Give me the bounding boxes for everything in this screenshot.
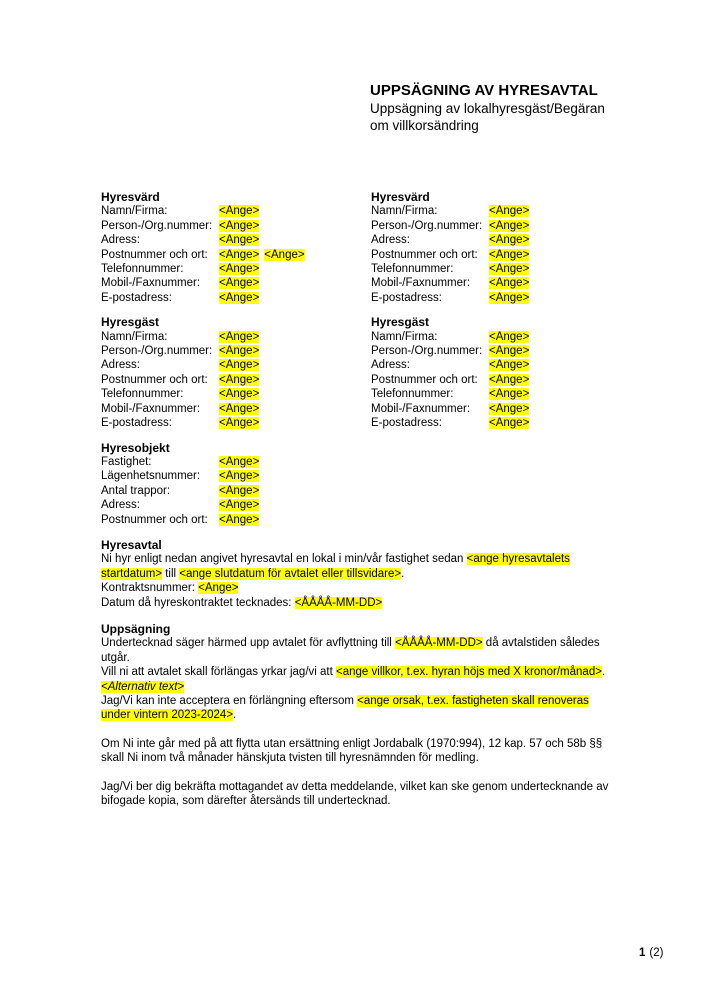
contact-section-title: Hyresobjekt: [101, 440, 170, 455]
text-run: Jag/Vi ber dig bekräfta mottagandet av detta meddelande, vilket kan ske genom undertecknande av bifogade kopia, som därefter återsänds till undertecknad.: [101, 780, 609, 808]
field-label: Namn/Firma:: [371, 205, 438, 218]
placeholder-value[interactable]: <Ange>: [489, 263, 530, 276]
field-values: [489, 277, 529, 289]
field-label: Adress:: [371, 359, 410, 372]
field-row: [101, 455, 363, 469]
field-label: Mobil-/Faxnummer:: [101, 402, 201, 415]
field-label: Adress:: [101, 359, 140, 372]
text-run: Datum då hyreskontraktet tecknades:: [101, 596, 295, 609]
field-label: E-postadress:: [371, 417, 442, 430]
text-run: .: [601, 666, 606, 679]
placeholder-value[interactable]: <Ange>: [219, 470, 260, 483]
field-row: [371, 248, 633, 262]
field-values: [219, 249, 305, 261]
field-row: [371, 330, 633, 344]
text-run: Jag/Vi kan inte acceptera en förlängning eftersom: [101, 695, 358, 708]
text-run[interactable]: <ange hyresavtalets startdatum>: [101, 553, 570, 580]
section-uppsagning: [101, 622, 619, 723]
field-values: [489, 374, 529, 386]
field-row: [371, 233, 633, 247]
text-run[interactable]: <ange orsak, t.ex. fastigheten skall renoveras under vintern 2023-2024>: [101, 695, 589, 722]
field-values: [489, 249, 529, 261]
field-values: [219, 331, 259, 343]
placeholder-value[interactable]: <Ange>: [219, 219, 260, 232]
field-row: [371, 387, 633, 401]
field-row: [371, 344, 633, 358]
field-label: Antal trappor:: [101, 484, 171, 497]
field-row: [101, 219, 363, 233]
paragraph: [101, 581, 619, 595]
field-values: [219, 403, 259, 415]
placeholder-value[interactable]: <Ange>: [219, 455, 260, 468]
field-rows: [101, 330, 363, 431]
field-values: [219, 359, 259, 371]
field-label: Person-/Org.nummer:: [371, 219, 483, 232]
field-values: [489, 345, 529, 357]
field-values: [219, 220, 259, 232]
field-row: [101, 498, 363, 512]
placeholder-value[interactable]: <Ange>: [489, 345, 530, 358]
field-label: Postnummer och ort:: [101, 248, 208, 261]
placeholder-value[interactable]: <Ange>: [219, 484, 260, 497]
field-label: E-postadress:: [371, 291, 442, 304]
contact-section: [101, 315, 363, 430]
field-rows: [371, 330, 633, 431]
field-label: Telefonnummer:: [101, 263, 184, 276]
placeholder-value[interactable]: <Ange>: [219, 277, 260, 290]
field-row: [371, 276, 633, 290]
field-label: Namn/Firma:: [101, 205, 168, 218]
field-values: [489, 234, 529, 246]
field-row: [101, 344, 363, 358]
section-hyresavtal: [101, 538, 619, 610]
field-row: [101, 233, 363, 247]
field-label: Adress:: [101, 499, 140, 512]
field-values: [219, 485, 259, 497]
section-title: Hyresavtal: [101, 538, 162, 552]
placeholder-value[interactable]: <Ange>: [219, 263, 260, 276]
document-header: [370, 82, 620, 134]
field-values: [219, 234, 259, 246]
field-row: [371, 416, 633, 430]
field-row: [101, 513, 363, 527]
field-values: [219, 417, 259, 429]
field-values: [489, 331, 529, 343]
paragraph: [101, 680, 619, 694]
text-run: Vill ni att avtalet skall förlängas yrkar jag/vi att: [101, 666, 337, 679]
closing-paragraphs: [101, 737, 619, 809]
contact-column-right: [371, 190, 633, 441]
field-row: [371, 373, 633, 387]
text-run: Ni hyr enligt nedan angivet hyresavtal en lokal i min/vår fastighet sedan: [101, 553, 467, 566]
placeholder-value[interactable]: <Ange>: [489, 417, 530, 430]
placeholder-value[interactable]: <Ange>: [219, 513, 260, 526]
text-run: till: [162, 567, 180, 580]
page-number-total: (2): [649, 947, 664, 959]
text-run: Kontraktsnummer:: [101, 582, 199, 595]
field-values: [219, 345, 259, 357]
page-number: [639, 946, 663, 960]
field-values: [489, 220, 529, 232]
field-values: [219, 205, 259, 217]
field-values: [489, 292, 529, 304]
field-label: Fastighet:: [101, 455, 152, 468]
field-label: Mobil-/Faxnummer:: [371, 277, 471, 290]
placeholder-value[interactable]: <Ange>: [264, 248, 305, 261]
document-subtitle: Uppsägning av lokalhyresgäst/Begäran om villkorsändring: [370, 101, 605, 133]
field-row: [371, 358, 633, 372]
paragraph: [101, 552, 619, 581]
placeholder-value[interactable]: <Ange>: [489, 402, 530, 415]
field-label: Postnummer och ort:: [371, 373, 478, 386]
text-run: då avtalstiden således utgår.: [101, 637, 600, 664]
paragraph: [101, 780, 619, 809]
field-values: [489, 205, 529, 217]
placeholder-value[interactable]: <Ange>: [489, 219, 530, 232]
placeholder-value[interactable]: <Ange>: [489, 373, 530, 386]
text-run: .: [233, 709, 237, 722]
field-row: [101, 204, 363, 218]
field-label: Mobil-/Faxnummer:: [371, 402, 471, 415]
field-row: [371, 262, 633, 276]
paragraph: [101, 665, 619, 679]
field-label: Postnummer och ort:: [101, 373, 208, 386]
text-run: Undertecknad säger härmed upp avtalet för avflyttning till: [101, 637, 396, 650]
field-row: [101, 373, 363, 387]
placeholder-value[interactable]: <Ange>: [489, 277, 530, 290]
placeholder-value[interactable]: <Ange>: [219, 330, 260, 343]
field-values: [219, 263, 259, 275]
field-values: [219, 374, 259, 386]
field-label: Postnummer och ort:: [371, 248, 478, 261]
field-values: [219, 456, 259, 468]
field-row: [371, 204, 633, 218]
field-values: [489, 388, 529, 400]
text-run[interactable]: <ange slutdatum för avtalet eller tillsvidare>: [179, 567, 402, 580]
text-run: Om Ni inte går med på att flytta utan ersättning enligt Jordabalk (1970:994), 12 kap. 57 och 58b §§ skall Ni inom två månader hänskjuta tvisten till hyresnämnden för medling.: [101, 737, 603, 765]
field-label: Person-/Org.nummer:: [371, 345, 483, 358]
placeholder-value[interactable]: <Ange>: [489, 248, 530, 261]
placeholder-value[interactable]: <Ange>: [219, 345, 260, 358]
placeholder-value[interactable]: <Ange>: [219, 234, 260, 247]
placeholder-value[interactable]: <Ange>: [489, 234, 530, 247]
field-rows: [101, 455, 363, 527]
field-rows: [101, 204, 363, 305]
placeholder-value[interactable]: <Ange>: [219, 205, 260, 218]
field-label: E-postadress:: [101, 291, 172, 304]
field-row: [101, 416, 363, 430]
placeholder-value[interactable]: <Ange>: [489, 388, 530, 401]
field-values: [219, 388, 259, 400]
placeholder-value[interactable]: <Ange>: [489, 291, 530, 304]
field-label: Namn/Firma:: [101, 330, 168, 343]
contact-section: [371, 190, 633, 305]
field-label: Person-/Org.nummer:: [101, 219, 213, 232]
field-label: Mobil-/Faxnummer:: [101, 277, 201, 290]
field-values: [219, 470, 259, 482]
placeholder-value[interactable]: <Ange>: [219, 373, 260, 386]
field-row: [101, 262, 363, 276]
placeholder-value[interactable]: <Ange>: [489, 330, 530, 343]
field-values: [219, 514, 259, 526]
text-run[interactable]: <ange villkor, t.ex. hyran höjs med X kronor/månad>: [336, 666, 602, 679]
placeholder-value[interactable]: <Ange>: [219, 499, 260, 512]
narrative-text: [101, 538, 619, 809]
field-label: Postnummer och ort:: [101, 513, 208, 526]
placeholder-value[interactable]: <Ange>: [219, 402, 260, 415]
field-label: Namn/Firma:: [371, 330, 438, 343]
contact-section-title: Hyresvärd: [371, 190, 430, 204]
field-label: Adress:: [371, 234, 410, 247]
field-label: Telefonnummer:: [371, 388, 454, 401]
paragraphs: [101, 636, 619, 722]
text-run[interactable]: <ÅÅÅÅ-MM-DD>: [395, 637, 483, 650]
field-row: [101, 291, 363, 305]
field-row: [371, 291, 633, 305]
text-run[interactable]: <Alternativ text>: [101, 680, 185, 693]
placeholder-value[interactable]: <Ange>: [489, 359, 530, 372]
field-values: [489, 359, 529, 371]
paragraph: [101, 636, 619, 665]
field-row: [101, 358, 363, 372]
document-title: UPPSÄGNING AV HYRESAVTAL: [370, 82, 598, 99]
field-row: [101, 402, 363, 416]
placeholder-value[interactable]: <Ange>: [219, 248, 260, 261]
section-title: Uppsägning: [101, 622, 171, 637]
contact-column-left: [101, 190, 363, 537]
contact-section-title: Hyresgäst: [101, 315, 160, 330]
placeholder-value[interactable]: <Ange>: [219, 388, 260, 401]
field-row: [101, 330, 363, 344]
placeholder-value[interactable]: <Ange>: [219, 291, 260, 304]
field-values: [489, 403, 529, 415]
field-values: [219, 277, 259, 289]
text-run[interactable]: <Ange>: [198, 582, 239, 595]
page-number-current: 1: [639, 947, 646, 959]
field-row: [101, 484, 363, 498]
paragraphs: [101, 552, 619, 610]
contact-section-title: Hyresgäst: [371, 315, 430, 330]
contact-section: [371, 315, 633, 430]
field-label: Telefonnummer:: [371, 263, 454, 276]
field-row: [101, 387, 363, 401]
paragraph: [101, 737, 619, 766]
placeholder-value[interactable]: <Ange>: [489, 205, 530, 218]
field-label: Adress:: [101, 234, 140, 247]
contact-section-title: Hyresvärd: [101, 190, 160, 204]
field-row: [101, 248, 363, 262]
field-row: [371, 402, 633, 416]
field-rows: [371, 204, 633, 305]
field-values: [219, 499, 259, 511]
field-values: [489, 417, 529, 429]
placeholder-value[interactable]: <Ange>: [219, 417, 260, 430]
field-values: [489, 263, 529, 275]
field-label: Person-/Org.nummer:: [101, 345, 213, 358]
field-row: [371, 219, 633, 233]
text-run: .: [401, 567, 405, 580]
field-row: [101, 469, 363, 483]
field-row: [101, 276, 363, 290]
contact-section: [101, 441, 363, 527]
field-label: Lägenhetsnummer:: [101, 470, 201, 483]
paragraph: [101, 694, 619, 723]
field-label: Telefonnummer:: [101, 388, 184, 401]
paragraph: [101, 596, 619, 610]
field-label: E-postadress:: [101, 417, 172, 430]
text-run[interactable]: <ÅÅÅÅ-MM-DD>: [294, 596, 383, 609]
placeholder-value[interactable]: <Ange>: [219, 359, 260, 372]
contact-section: [101, 190, 363, 305]
field-values: [219, 292, 259, 304]
